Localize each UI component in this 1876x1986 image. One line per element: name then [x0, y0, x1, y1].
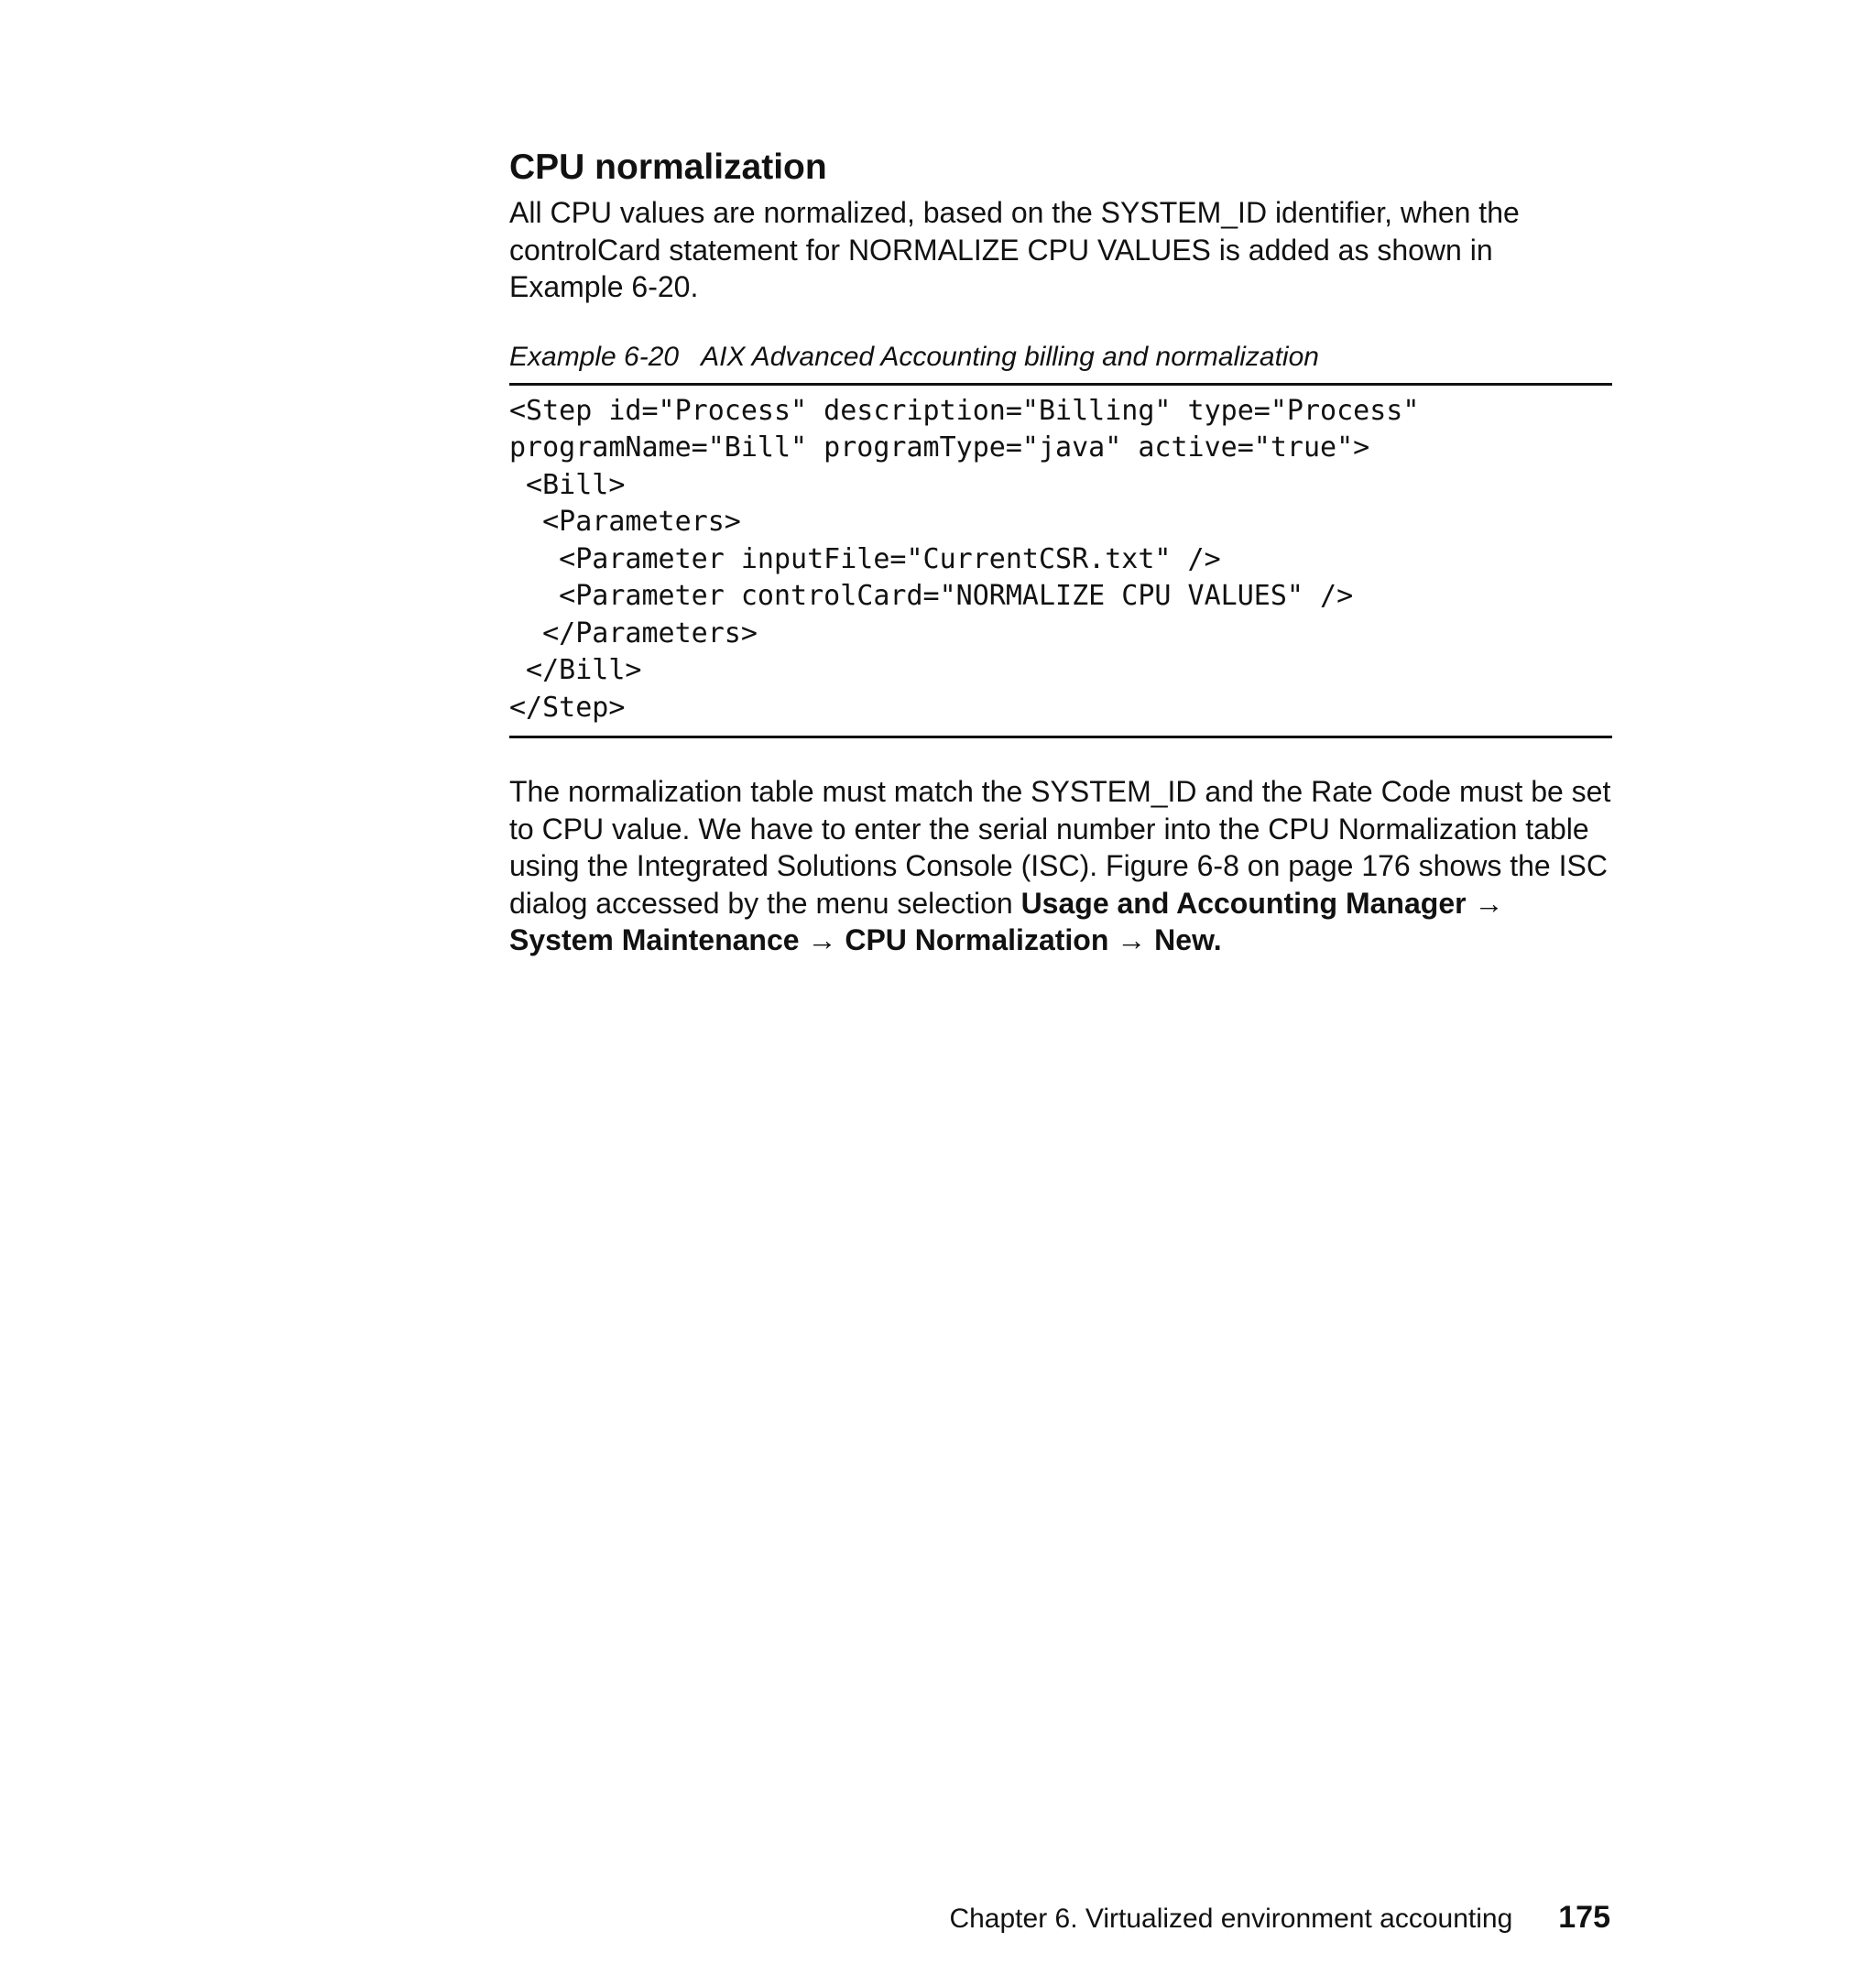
page-content: [509, 145, 1612, 959]
example-title: AIX Advanced Accounting billing and normalization: [701, 341, 1319, 372]
code-example: [509, 383, 1612, 739]
code-line: <Step id="Process" description="Billing" type="Process": [509, 394, 1420, 427]
page-number: 175: [1558, 1900, 1610, 1935]
chapter-title: Chapter 6. Virtualized environment accounting: [949, 1904, 1513, 1934]
code-line: <Bill>: [509, 468, 626, 501]
code-line: programName="Bill" programType="java" active="true">: [509, 431, 1370, 464]
code-line: </Step>: [509, 691, 626, 724]
intro-paragraph: All CPU values are normalized, based on the SYSTEM_ID identifier, when the controlCard statement for NORMALIZE CPU VALUES is added as shown in Example 6-20.: [509, 196, 1520, 303]
arrow-icon: →: [1474, 886, 1504, 920]
code-line: <Parameter controlCard="NORMALIZE CPU VALUES" />: [509, 580, 1354, 612]
page-footer: [949, 1900, 1610, 1936]
menu-path-system-maintenance: System Maintenance: [509, 923, 800, 956]
menu-path-new: New.: [1154, 923, 1222, 956]
example-label: Example 6-20: [509, 341, 680, 372]
code-line: <Parameter inputFile="CurrentCSR.txt" />: [509, 542, 1221, 575]
arrow-icon: →: [1117, 923, 1147, 956]
code-line: </Bill>: [509, 654, 642, 686]
code-line: <Parameters>: [509, 506, 741, 538]
section-title: CPU normalization: [509, 147, 827, 187]
example-caption: [509, 339, 1612, 376]
menu-path-cpu-normalization: CPU Normalization: [845, 923, 1109, 956]
body-paragraph: [509, 773, 1612, 959]
body-text: The normalization table must match the SYSTEM_ID and the Rate Code must be set to CPU value. We have to enter the serial number into the CPU Normalization table using the Integrated Solutions Console (ISC). Figure 6-8 on page 176 shows the ISC dialog accessed by the menu selection: [509, 775, 1611, 920]
code-line: </Parameters>: [509, 617, 758, 649]
menu-path-usage: Usage and Accounting Manager: [1020, 886, 1467, 920]
arrow-icon: →: [807, 923, 837, 956]
